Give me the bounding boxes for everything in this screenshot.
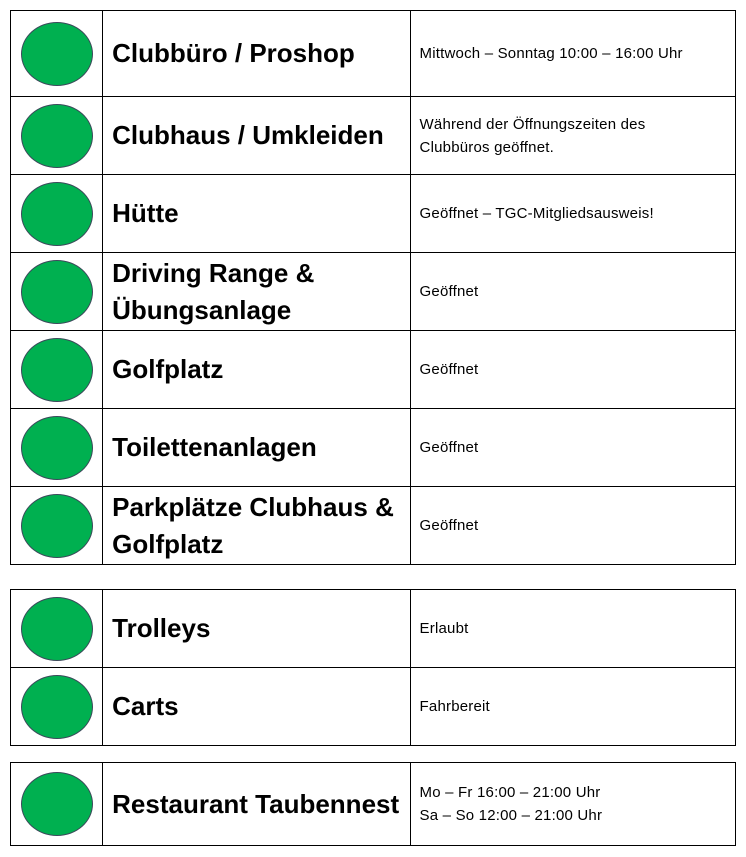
table-row [11, 331, 736, 409]
facility-status [410, 409, 735, 487]
facility-name: Restaurant Taubennest [103, 763, 410, 846]
table-row [11, 668, 736, 746]
facility-name: Toilettenanlagen [103, 409, 410, 487]
facility-status [410, 487, 735, 565]
status-text: Geöffnet [419, 517, 479, 534]
status-text: Sa – So 12:00 – 21:00 Uhr [419, 807, 603, 824]
status-text: Geöffnet [419, 361, 479, 378]
facility-status [410, 668, 735, 746]
status-light-green-icon [21, 494, 93, 558]
status-text: Erlaubt [419, 620, 469, 637]
status-text: Fahrbereit [419, 698, 490, 715]
facility-name: Hütte [103, 175, 410, 253]
facility-name: Carts [103, 668, 410, 746]
status-light-green-icon [21, 182, 93, 246]
facility-status [410, 763, 735, 846]
facility-status [410, 253, 735, 331]
table-row [11, 175, 736, 253]
facility-name: Parkplätze Clubhaus & Golfplatz [103, 487, 410, 565]
table-row [11, 97, 736, 175]
facility-status [410, 331, 735, 409]
table-row [11, 590, 736, 668]
status-light-green-icon [21, 675, 93, 739]
status-text: Geöffnet [419, 283, 479, 300]
status-text: Geöffnet – TGC-Mitgliedsausweis! [419, 205, 654, 222]
facilities-status-table [10, 10, 736, 565]
table-row [11, 763, 736, 846]
facility-name: Clubhaus / Umkleiden [103, 97, 410, 175]
status-light-green-icon [21, 260, 93, 324]
status-light-green-icon [21, 22, 93, 86]
status-light-green-icon [21, 338, 93, 402]
status-text: Geöffnet [419, 439, 479, 456]
facility-name: Clubbüro / Proshop [103, 11, 410, 97]
facility-status [410, 175, 735, 253]
table-row [11, 487, 736, 565]
status-text: Mittwoch – Sonntag 10:00 – 16:00 Uhr [419, 45, 683, 62]
restaurant-status-table [10, 762, 736, 846]
table-row [11, 409, 736, 487]
facility-status [410, 590, 735, 668]
status-light-green-icon [21, 104, 93, 168]
status-light-green-icon [21, 416, 93, 480]
facility-status [410, 97, 735, 175]
table-row [11, 253, 736, 331]
status-light-green-icon [21, 772, 93, 836]
status-text: Mo – Fr 16:00 – 21:00 Uhr [419, 784, 601, 801]
facility-name: Golfplatz [103, 331, 410, 409]
table-row [11, 11, 736, 97]
facility-status [410, 11, 735, 97]
facility-name: Trolleys [103, 590, 410, 668]
status-light-green-icon [21, 597, 93, 661]
status-text: Clubbüros geöffnet. [419, 138, 554, 156]
mobility-status-table [10, 589, 736, 746]
status-text: Während der Öffnungszeiten des [419, 115, 646, 133]
facility-name: Driving Range & Übungsanlage [103, 253, 410, 331]
